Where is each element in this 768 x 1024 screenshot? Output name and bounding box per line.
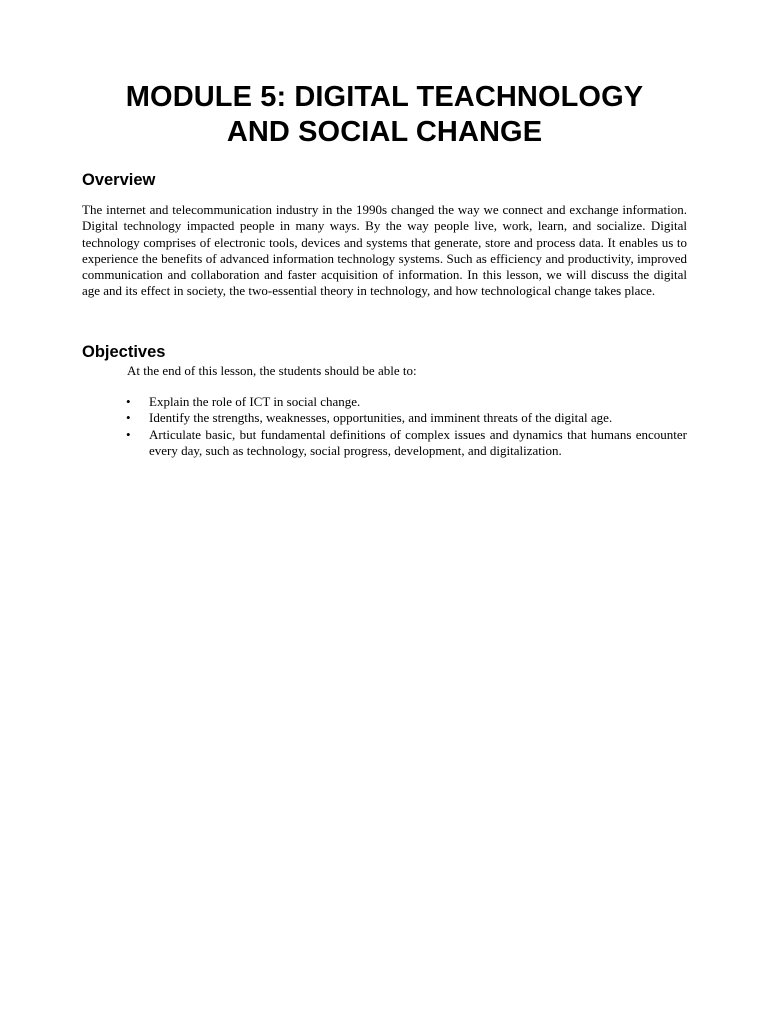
objective-text: Articulate basic, but fundamental definitions of complex issues and dynamics that humans encounter every day, such as technology, social progress, development, and digitalization. bbox=[149, 426, 687, 458]
overview-heading: Overview bbox=[82, 171, 156, 189]
objective-item bbox=[126, 410, 687, 426]
objectives-heading: Objectives bbox=[82, 342, 166, 361]
module-title bbox=[82, 80, 687, 150]
objective-item bbox=[126, 394, 687, 410]
objective-text: Identify the strengths, weaknesses, opportunities, and imminent threats of the digital age. bbox=[149, 410, 613, 426]
bullet-marker: • bbox=[126, 394, 131, 410]
objective-text: Explain the role of ICT in social change. bbox=[149, 394, 361, 410]
overview-paragraph: The internet and telecommunication industry in the 1990s changed the way we connect and exchange information. Digital technology impacted people in many ways. By the way people live, work, learn, and socialize. Digital technology comprises of electronic tools, devices and systems that generate, store and process data. It enables us to experience the benefits of advanced information technology systems. Such as efficiency and productivity, improved communication and collaboration and faster acquisition of information. In this lesson, we will discuss the digital age and its effect in society, the two-essential theory in technology, and how technological change takes place. bbox=[82, 202, 687, 299]
module-title-line-2: AND SOCIAL CHANGE bbox=[226, 116, 543, 148]
bullet-marker: • bbox=[126, 410, 131, 426]
bullet-marker: • bbox=[126, 426, 131, 442]
objectives-list bbox=[82, 394, 687, 459]
objectives-intro: At the end of this lesson, the students should be able to: bbox=[127, 362, 417, 378]
objective-item bbox=[126, 426, 687, 460]
document-page bbox=[82, 80, 687, 459]
module-title-line-1: MODULE 5: DIGITAL TEACHNOLOGY bbox=[125, 81, 644, 113]
